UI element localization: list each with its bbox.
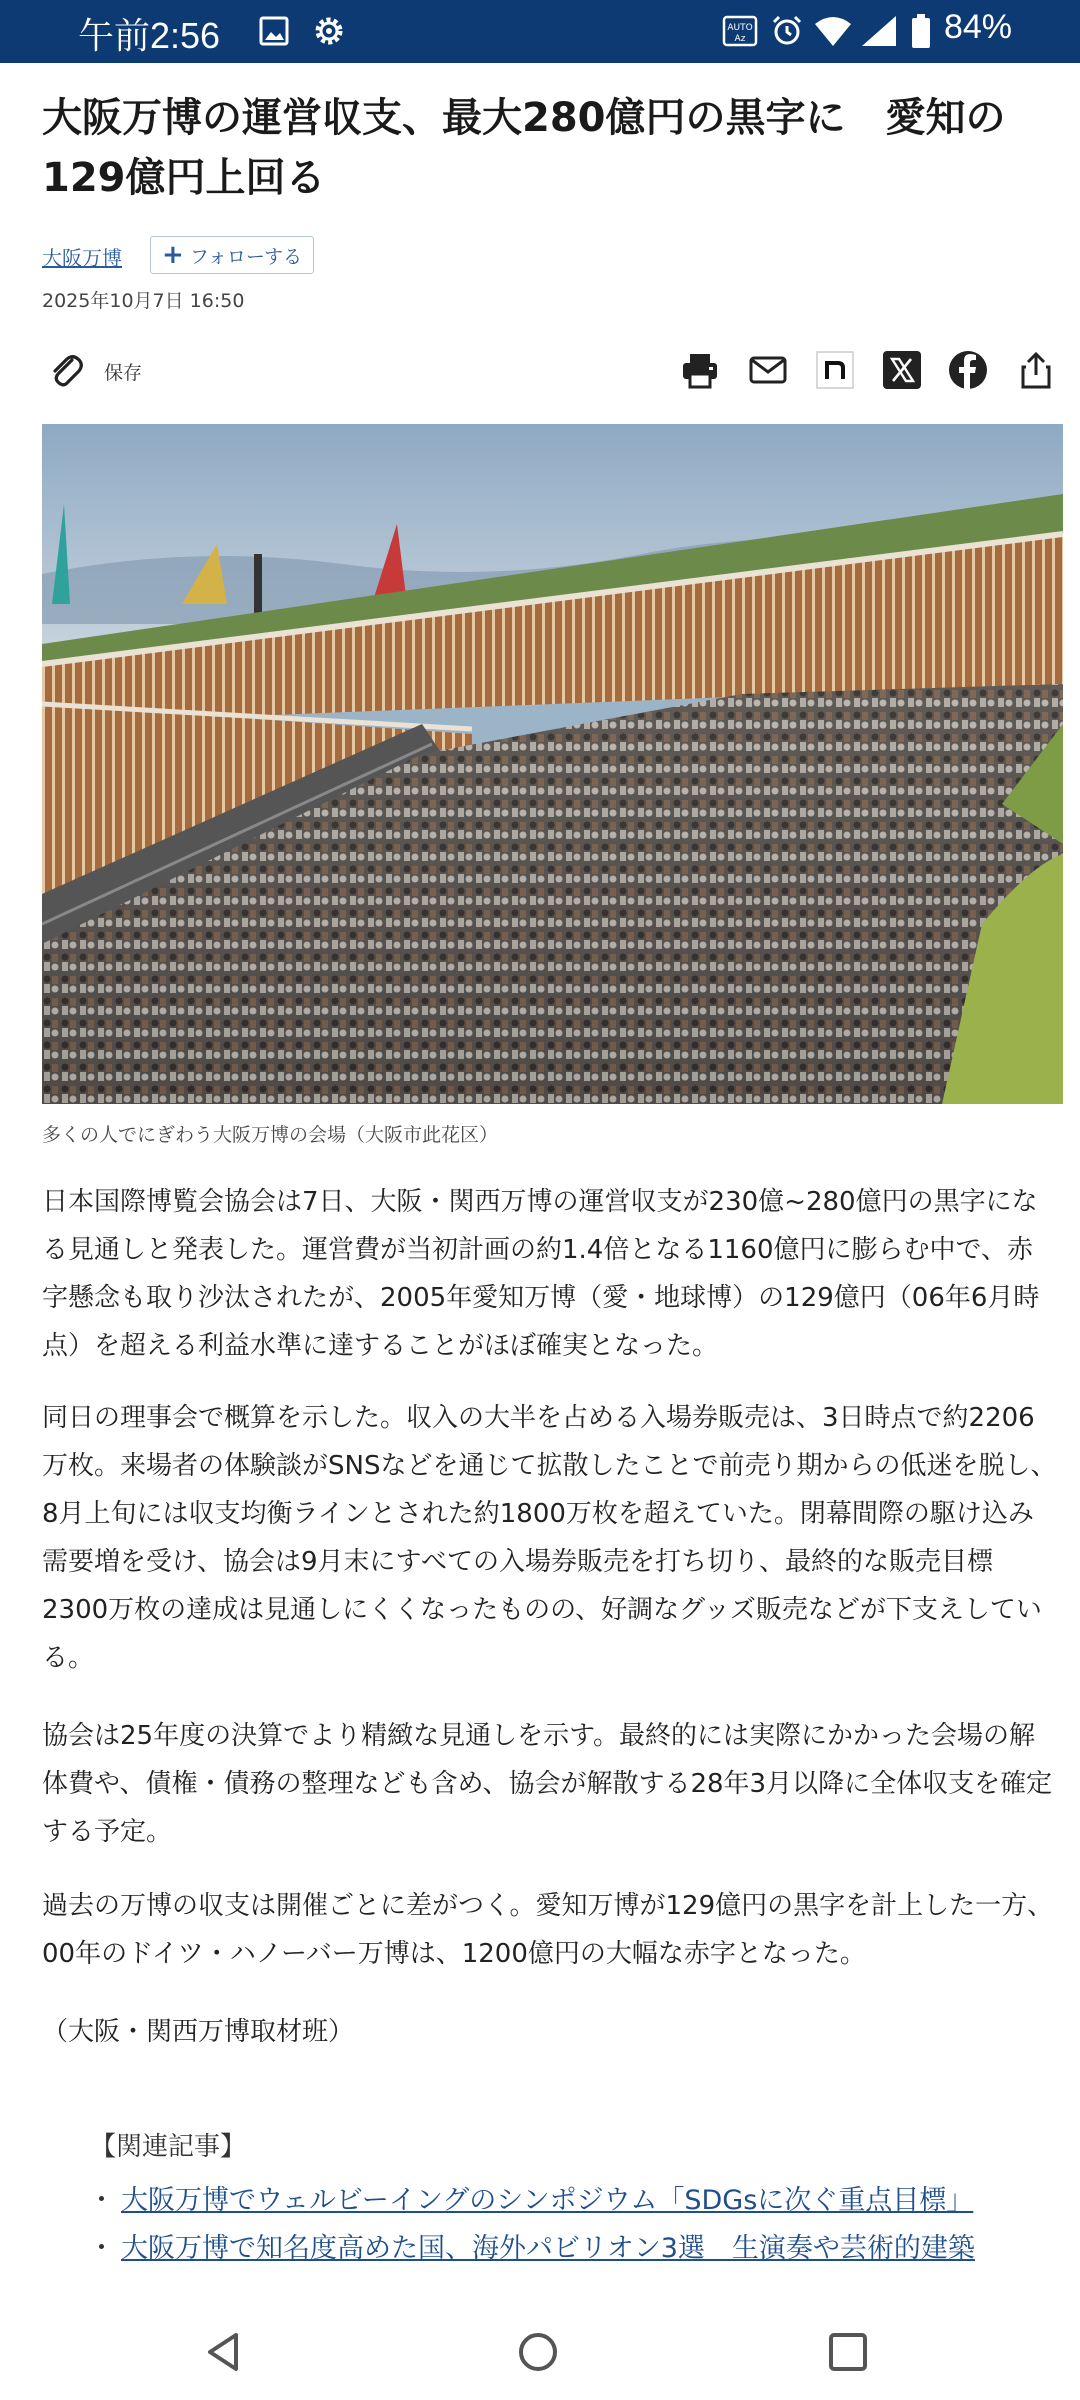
battery-percent: 84% [943,8,1012,46]
list-bullet: ・ [88,2185,115,2216]
article-paragraph: 日本国際博覧会協会は7日、大阪・関西万博の運営収支が230億~280億円の黒字になる見通しと発表した。運営費が当初計画の約1.4倍となる1160億円に膨らむ中で、赤字懸念も取り沙汰されたが、2005年愛知万博（愛・地球博）の129億円（06年6月時点）を超える利益水準に達することがほぼ確実となった。 [42,1187,1040,1361]
related-articles-heading: 【関連記事】 [90,2132,247,2162]
auto-brightness-icon [722,14,758,48]
recents-icon[interactable] [826,2330,870,2374]
article-title: 大阪万博の運営収支、最大280億円の黒字に 愛知の129億円上回る [42,95,1006,201]
plus-icon: + [162,240,184,270]
topic-tag-link[interactable]: 大阪万博 [42,246,122,270]
follow-button[interactable] [150,236,314,274]
related-article-link[interactable] [88,2226,975,2265]
image-icon [258,14,290,48]
back-icon[interactable] [202,2330,246,2374]
paperclip-icon[interactable] [46,350,86,390]
publish-date: 2025年10月7日 16:50 [42,290,245,312]
save-label[interactable]: 保存 [104,362,143,384]
signal-icon [860,14,898,48]
x-icon[interactable] [882,350,922,390]
wifi-icon [814,14,852,48]
article-paragraph: 過去の万博の収支は開催ごとに差がつく。愛知万博が129億円の黒字を計上した一方、00年のドイツ・ハノーバー万博は、1200億円の大幅な赤字となった。 [42,1891,1054,1969]
list-bullet: ・ [88,2233,115,2264]
expo-venue-photo [42,424,1063,1104]
status-time: 午前2:56 [78,15,221,56]
svg-text:Az: Az [734,34,746,44]
share-icon[interactable] [1016,350,1056,390]
print-icon[interactable] [680,350,720,390]
reporter-credit: （大阪・関西万博取材班） [42,2017,355,2047]
related-article-title[interactable]: 大阪万博で知名度高めた国、海外パビリオン3選 生演奏や芸術的建築 [121,2233,975,2264]
settings-icon [312,14,346,48]
navigation-bar [0,2300,1080,2400]
battery-icon [910,14,932,48]
article-paragraph: 同日の理事会で概算を示した。収入の大半を占める入場券販売は、3日時点で約2206万枚。来場者の体験談がSNSなどを通じて拡散したことで前売り期からの低迷を脱し、8月上旬には収支均衡ラインとされた約1800万枚を超えていた。閉幕間際の駆け込み需要増を受け、協会は9月末にすべての入場券販売を打ち切り、最終的な販売目標2300万枚の達成は見通しにくくなったものの、好調なグッズ販売などが下支えしている。 [42,1403,1057,1673]
article-photo [42,424,1063,1104]
note-icon[interactable] [815,350,855,390]
mail-icon[interactable] [748,350,788,390]
related-article-link[interactable] [88,2178,973,2217]
article-toolbar [0,340,1080,400]
facebook-icon[interactable] [948,350,988,390]
alarm-icon [770,14,804,48]
related-article-title[interactable]: 大阪万博でウェルビーイングのシンポジウム「SDGsに次ぐ重点目標」 [121,2185,974,2216]
article-paragraph: 協会は25年度の決算でより精緻な見通しを示す。最終的には実際にかかった会場の解体費や、債権・債務の整理なども含め、協会が解散する28年3月以降に全体収支を確定する予定。 [42,1721,1053,1847]
follow-label: フォローする [189,245,302,268]
home-icon[interactable] [516,2330,560,2374]
svg-text:AUTO: AUTO [727,23,753,33]
photo-caption: 多くの人でにぎわう大阪万博の会場（大阪市此花区） [42,1124,499,1146]
status-bar [0,0,1080,63]
